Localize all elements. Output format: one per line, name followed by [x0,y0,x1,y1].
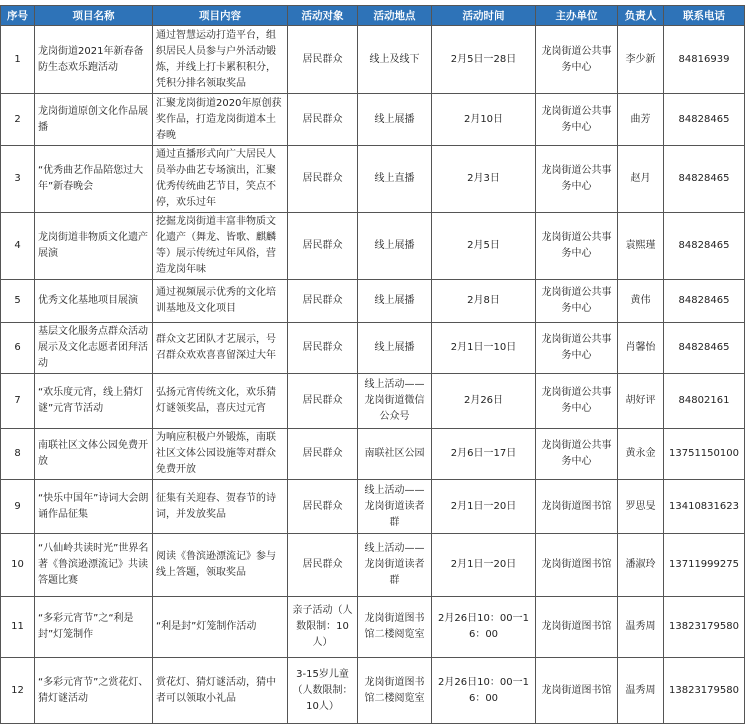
cell-phone: 13711999275 [664,534,745,597]
cell-host: 龙岗街道公共事务中心 [536,429,618,480]
cell-no: 2 [1,94,35,146]
cell-person: 温秀周 [618,658,664,724]
cell-content: 通过直播形式向广大居民人员举办曲艺专场演出，汇聚优秀传统曲艺节目，笑点不停，欢乐过年 [153,146,288,213]
cell-person: 胡好评 [618,374,664,429]
cell-phone: 84816939 [664,26,745,94]
table-header-row [1,6,745,26]
table-row [1,26,745,94]
cell-name: 龙岗街道2021年新春备防生态欢乐跑活动 [35,26,153,94]
cell-name: 基层文化服务点群众活动展示及文化志愿者团拜活动 [35,323,153,374]
cell-phone: 13751150100 [664,429,745,480]
cell-name: “多彩元宵节”之“利是封”灯笼制作 [35,597,153,658]
cell-time: 2月5日 [432,213,536,280]
table-row [1,146,745,213]
cell-name: “优秀曲艺作品陪您过大年”新春晚会 [35,146,153,213]
cell-phone: 84828465 [664,213,745,280]
cell-phone: 84828465 [664,94,745,146]
cell-audience: 亲子活动（人数限制：10人） [288,597,358,658]
cell-no: 11 [1,597,35,658]
cell-audience: 居民群众 [288,374,358,429]
cell-content: 弘扬元宵传统文化，欢乐猜灯谜领奖品，喜庆过元宵 [153,374,288,429]
cell-place: 线上展播 [358,94,432,146]
cell-host: 龙岗街道公共事务中心 [536,213,618,280]
table-row [1,280,745,323]
cell-no: 9 [1,480,35,534]
cell-phone: 84828465 [664,323,745,374]
cell-person: 黄永金 [618,429,664,480]
header-person: 负责人 [618,6,664,26]
cell-phone: 84802161 [664,374,745,429]
cell-no: 12 [1,658,35,724]
cell-no: 10 [1,534,35,597]
cell-place: 线上活动——龙岗街道读者群 [358,534,432,597]
cell-content: “利是封”灯笼制作活动 [153,597,288,658]
table-row [1,534,745,597]
cell-name: 南联社区文体公园免费开放 [35,429,153,480]
cell-no: 7 [1,374,35,429]
activity-schedule [0,5,744,724]
cell-name: “多彩元宵节”之赏花灯、猜灯谜活动 [35,658,153,724]
cell-name: “八仙岭共读时光”世界名著《鲁滨逊漂流记》共读答题比赛 [35,534,153,597]
cell-content: 汇聚龙岗街道2020年原创获奖作品，打造龙岗街道本土春晚 [153,94,288,146]
header-time: 活动时间 [432,6,536,26]
cell-content: 通过视频展示优秀的文化培训基地及文化项目 [153,280,288,323]
cell-name: 优秀文化基地项目展演 [35,280,153,323]
cell-person: 罗思旻 [618,480,664,534]
cell-audience: 居民群众 [288,26,358,94]
cell-audience: 居民群众 [288,323,358,374]
cell-host: 龙岗街道公共事务中心 [536,146,618,213]
table-row [1,429,745,480]
cell-content: 阅读《鲁滨逊漂流记》参与线上答题，领取奖品 [153,534,288,597]
cell-person: 温秀周 [618,597,664,658]
cell-person: 袁熙瑾 [618,213,664,280]
table-row [1,480,745,534]
cell-audience: 居民群众 [288,480,358,534]
activity-table [0,5,745,724]
cell-content: 群众文艺团队才艺展示，号召群众欢欢喜喜留深过大年 [153,323,288,374]
cell-no: 6 [1,323,35,374]
cell-person: 赵月 [618,146,664,213]
cell-host: 龙岗街道公共事务中心 [536,26,618,94]
header-name: 项目名称 [35,6,153,26]
cell-no: 3 [1,146,35,213]
cell-person: 潘淑玲 [618,534,664,597]
cell-time: 2月26日 [432,374,536,429]
cell-no: 8 [1,429,35,480]
cell-phone: 13823179580 [664,597,745,658]
cell-audience: 居民群众 [288,429,358,480]
cell-host: 龙岗街道图书馆 [536,597,618,658]
header-phone: 联系电话 [664,6,745,26]
cell-phone: 84828465 [664,146,745,213]
cell-audience: 居民群众 [288,280,358,323]
cell-audience: 居民群众 [288,94,358,146]
cell-place: 南联社区公园 [358,429,432,480]
cell-content: 征集有关迎春、贺春节的诗词，并发放奖品 [153,480,288,534]
table-row [1,213,745,280]
cell-time: 2月26日10：00一16：00 [432,658,536,724]
header-content: 项目内容 [153,6,288,26]
cell-time: 2月5日一28日 [432,26,536,94]
cell-time: 2月3日 [432,146,536,213]
cell-name: “欢乐度元宵，线上猜灯谜”元宵节活动 [35,374,153,429]
table-row [1,597,745,658]
cell-phone: 13823179580 [664,658,745,724]
cell-time: 2月1日一20日 [432,534,536,597]
table-row [1,323,745,374]
cell-host: 龙岗街道公共事务中心 [536,94,618,146]
cell-content: 赏花灯、猜灯谜活动，猜中者可以领取小礼品 [153,658,288,724]
cell-name: “快乐中国年”诗词大会朗诵作品征集 [35,480,153,534]
cell-host: 龙岗街道公共事务中心 [536,323,618,374]
cell-no: 5 [1,280,35,323]
cell-time: 2月1日一20日 [432,480,536,534]
cell-place: 线上展播 [358,280,432,323]
cell-audience: 居民群众 [288,534,358,597]
cell-person: 李少新 [618,26,664,94]
cell-time: 2月26日10：00一16：00 [432,597,536,658]
cell-name: 龙岗街道原创文化作品展播 [35,94,153,146]
cell-content: 挖掘龙岗街道丰富非物质文化遗产（舞龙、皆歌、麒麟等）展示传统过年风俗，营造龙岗年味 [153,213,288,280]
cell-audience: 居民群众 [288,146,358,213]
cell-place: 线上直播 [358,146,432,213]
cell-time: 2月1日一10日 [432,323,536,374]
cell-place: 线上活动——龙岗街道读者群 [358,480,432,534]
cell-person: 曲芳 [618,94,664,146]
cell-place: 线上活动——龙岗街道微信公众号 [358,374,432,429]
cell-place: 线上展播 [358,213,432,280]
table-row [1,658,745,724]
cell-person: 肖馨怡 [618,323,664,374]
cell-person: 黄伟 [618,280,664,323]
header-place: 活动地点 [358,6,432,26]
cell-phone: 84828465 [664,280,745,323]
cell-time: 2月6日一17日 [432,429,536,480]
header-no: 序号 [1,6,35,26]
cell-host: 龙岗街道公共事务中心 [536,374,618,429]
cell-name: 龙岗街道非物质文化遗产展演 [35,213,153,280]
table-row [1,94,745,146]
cell-no: 4 [1,213,35,280]
cell-place: 龙岗街道图书馆二楼阅览室 [358,658,432,724]
cell-no: 1 [1,26,35,94]
cell-place: 线上及线下 [358,26,432,94]
cell-time: 2月10日 [432,94,536,146]
header-audience: 活动对象 [288,6,358,26]
cell-phone: 13410831623 [664,480,745,534]
cell-content: 通过智慧运动打造平台，组织居民人员参与户外活动锻炼，并线上打卡累积积分，凭积分排名领取奖品 [153,26,288,94]
cell-place: 龙岗街道图书馆二楼阅览室 [358,597,432,658]
cell-audience: 3-15岁儿童（人数限制：10人） [288,658,358,724]
cell-content: 为响应积极户外锻炼，南联社区文体公园设施等对群众免费开放 [153,429,288,480]
cell-host: 龙岗街道图书馆 [536,480,618,534]
header-host: 主办单位 [536,6,618,26]
cell-host: 龙岗街道公共事务中心 [536,280,618,323]
cell-host: 龙岗街道图书馆 [536,534,618,597]
cell-place: 线上展播 [358,323,432,374]
cell-audience: 居民群众 [288,213,358,280]
cell-host: 龙岗街道图书馆 [536,658,618,724]
table-row [1,374,745,429]
cell-time: 2月8日 [432,280,536,323]
